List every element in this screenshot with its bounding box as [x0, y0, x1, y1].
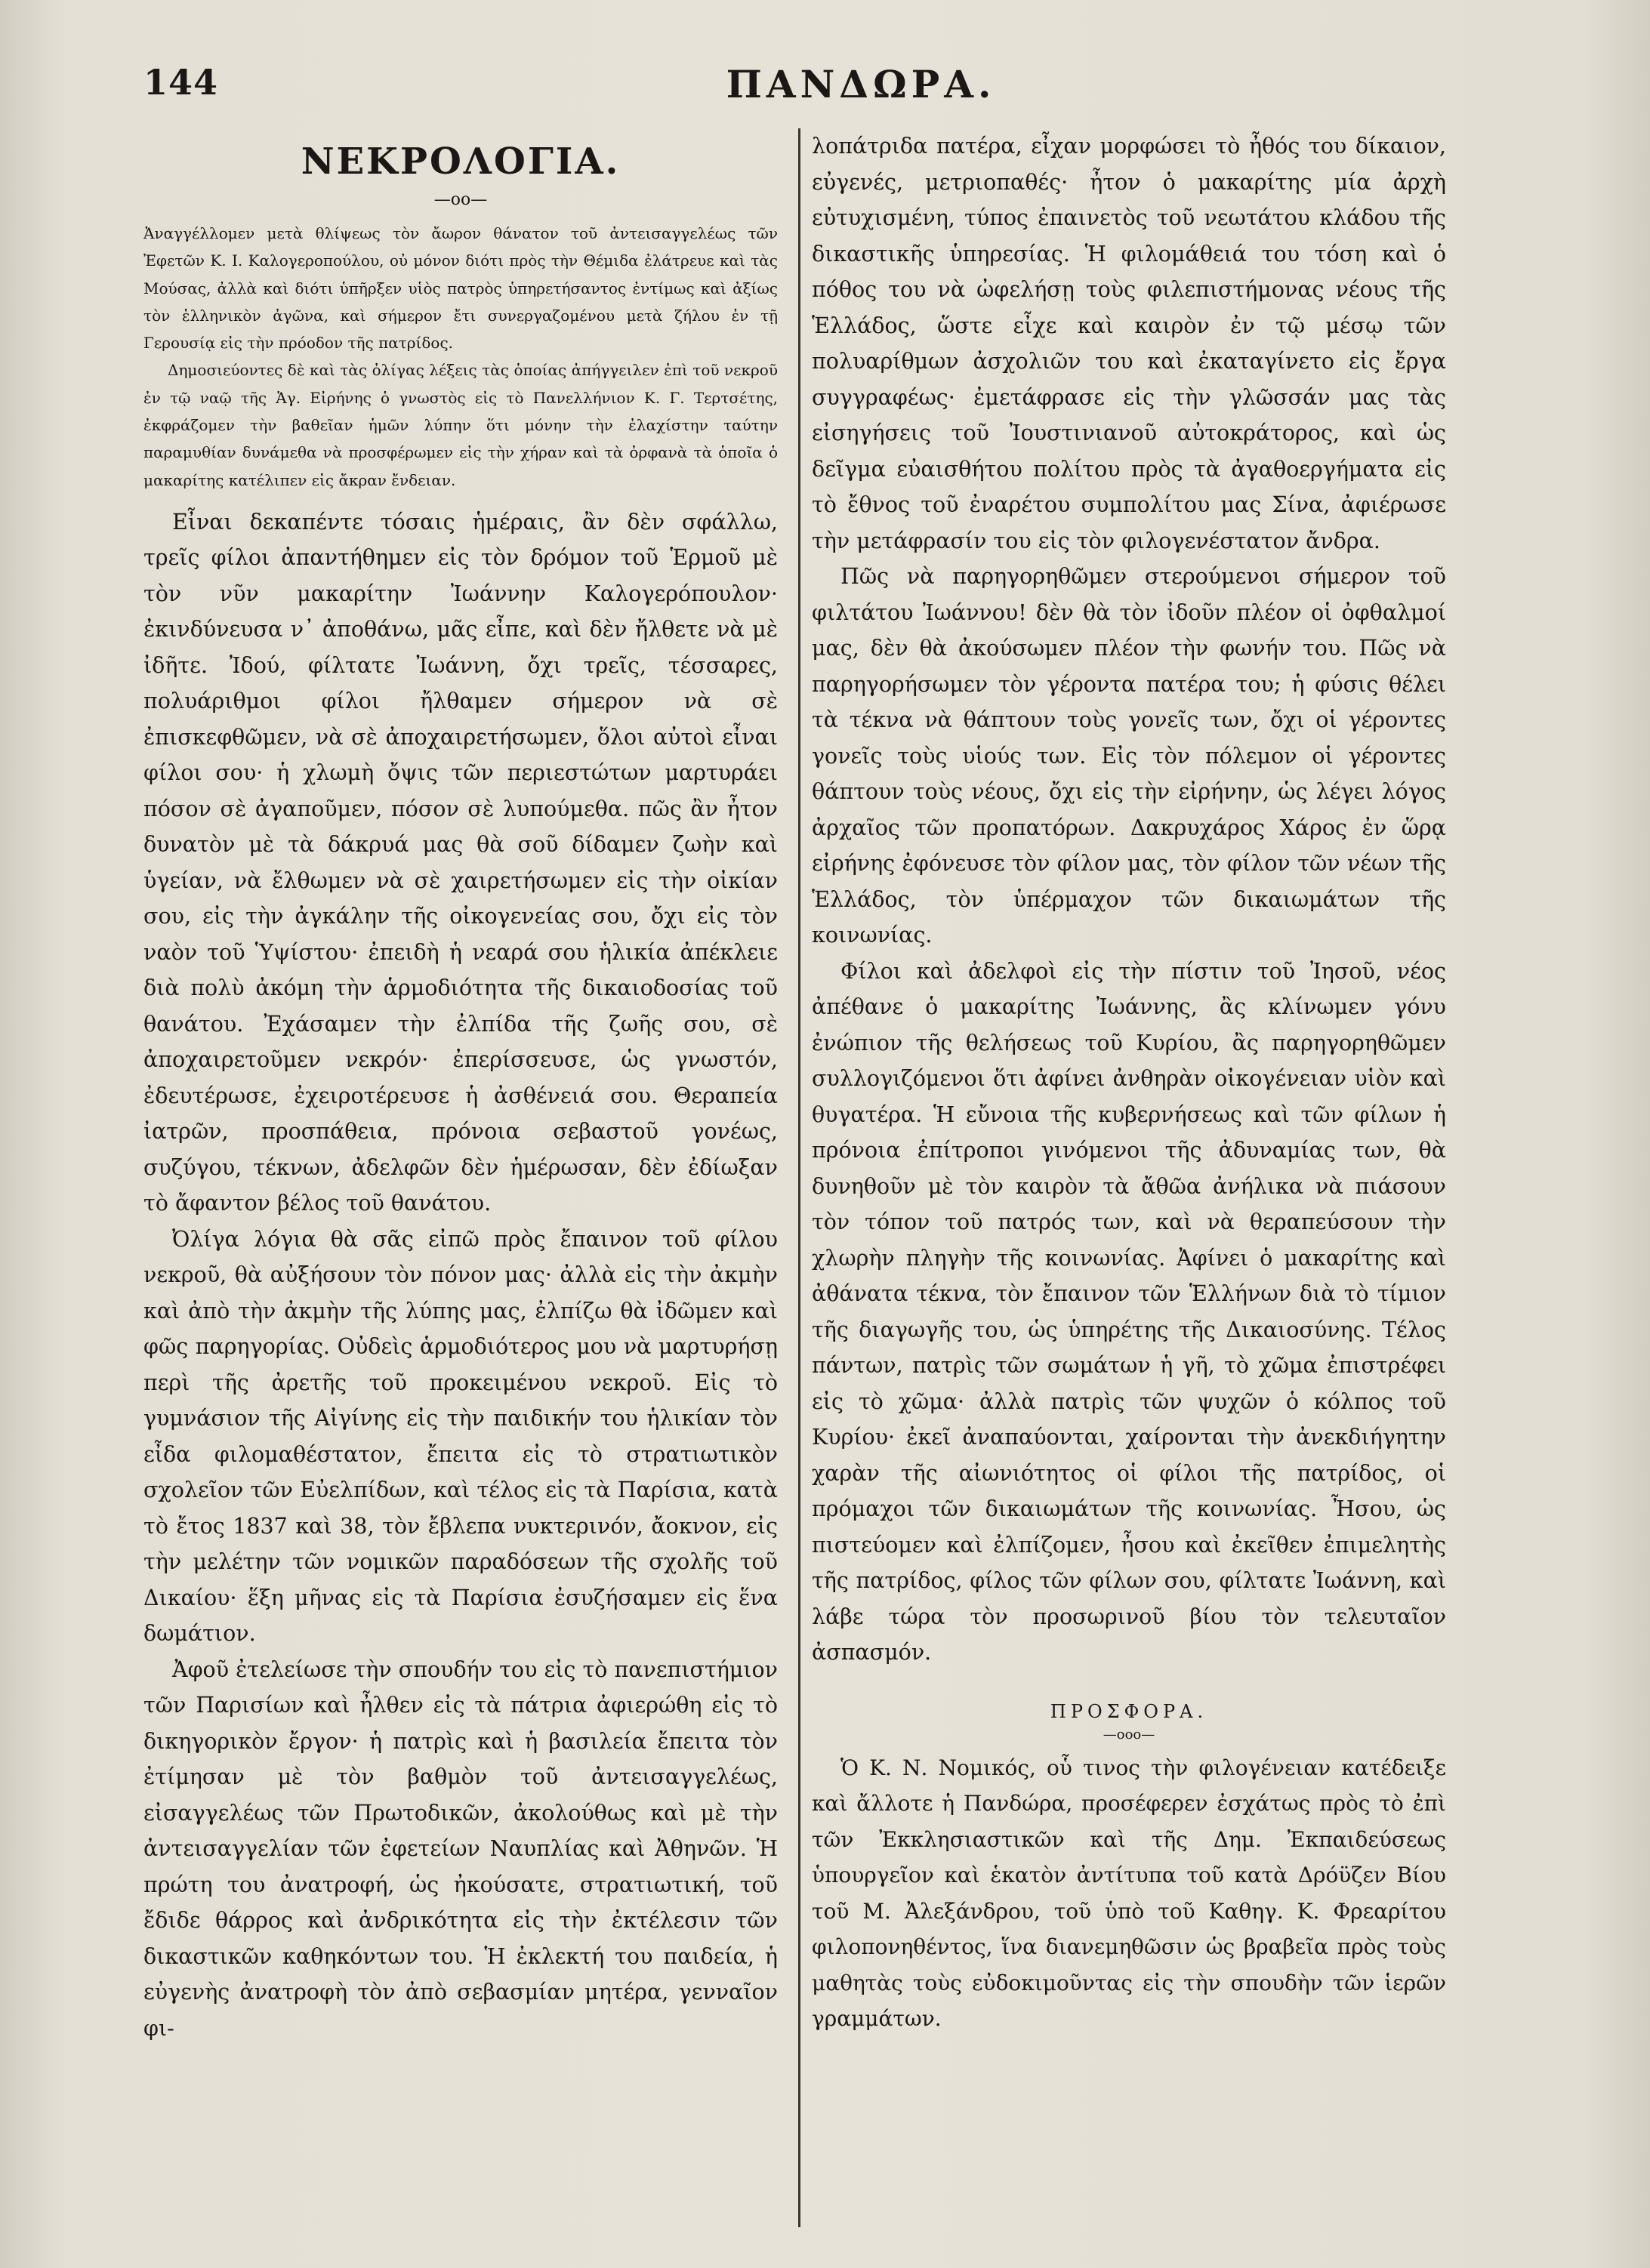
- speech-paragraph: Πῶς νὰ παρηγορηθῶμεν στερούμενοι σήμερον τοῦ φιλτάτου Ἰωάννου! δὲν θὰ τὸν ἰδοῦν πλέον οἱ ὀφθαλμοί μας, δὲν θὰ ἀκούσωμεν πλέον τὴν φωνήν του. Πῶς νὰ παρηγορήσωμεν τὸν γέροντα πατέρα του; ἡ φύσις θέλει τὰ τέκνα νὰ θάπτουν τοὺς γονεῖς των, ὄχι οἱ γέροντες γονεῖς τοὺς υἱούς των. Εἰς τὸν πόλεμον οἱ γέροντες θάπτουν τοὺς νέους, ὄχι εἰς τὴν εἰρήνην, ὡς λέγει λόγος ἀρχαῖος τῶν προπατόρων. Δακρυχάρος Χάρος ἐν ὥρᾳ εἰρήνης ἐφόνευσε τὸν φίλον μας, τὸν φίλον τῶν νέων τῆς Ἑλλάδος, τὸν ὑπέρμαχον τῶν δικαιωμάτων τῆς κοινωνίας.: [812, 564, 1446, 948]
- editorial-notice: [143, 220, 778, 494]
- speech-paragraph: λοπάτριδα πατέρα, εἶχαν μορφώσει τὸ ἦθός του δίκαιον, εὐγενές, μετριοπαθές· ἦτον ὁ μακαρίτης μία ἀρχὴ εὐτυχισμένη, τύπος ἐπαινετὸς τοῦ νεωτάτου κλάδου τῆς δικαστικῆς ὑπηρεσίας. Ἡ φιλομάθειά του τόση καὶ ὁ πόθος του νὰ ὠφελήσῃ τοὺς φιλεπιστήμονας νέους τῆς Ἑλλάδος, ὥστε εἶχε καὶ καιρὸν ἐν τῷ μέσῳ τῶν πολυαρίθμων ἀσχολιῶν του καὶ ἐκαταγίνετο εἰς ἔργα συγγραφέως· ἐμετάφρασε εἰς τὴν γλῶσσάν μας τὰς εἰσηγήσεις τοῦ Ἰουστινιανοῦ αὐτοκράτορος, καὶ ὡς δεῖγμα εὐαισθήτου πολίτου πρὸς τὰ ἀγαθοεργήματα εἰς τὸ ἔθνος τοῦ ἐναρέτου συμπολίτου μας Σίνα, ἀφιέρωσε τὴν μετάφρασίν του εἰς τὸν φιλογενέστατον ἄνδρα.: [812, 134, 1446, 553]
- journal-title: ΠΑΝΔΩΡΑ.: [726, 62, 996, 106]
- right-column: [812, 128, 1446, 2235]
- page-number: 144: [143, 62, 219, 103]
- speech-paragraph: Εἶναι δεκαπέντε τόσαις ἡμέραις, ἂν δὲν σφάλλω, τρεῖς φίλοι ἀπαντήθημεν εἰς τὸν δρόμον τοῦ Ἑρμοῦ μὲ τὸν νῦν μακαρίτην Ἰωάννην Καλογερόπουλον· ἐκινδύνευσα ν᾿ ἀποθάνω, μᾶς εἶπε, καὶ δὲν ἤλθετε νὰ μὲ ἰδῆτε. Ἰδού, φίλτατε Ἰωάννη, ὄχι τρεῖς, τέσσαρες, πολυάριθμοι φίλοι ἤλθαμεν σήμερον νὰ σὲ ἐπισκεφθῶμεν, νὰ σὲ ἀποχαιρετήσωμεν, ὅλοι αὐτοὶ εἶναι φίλοι σου· ἡ χλωμὴ ὄψις τῶν περιεστώτων μαρτυράει πόσον σὲ ἀγαποῦμεν, πόσον σὲ λυπούμεθα. πῶς ἂν ἦτον δυνατὸν μὲ τὰ δάκρυά μας θὰ σοῦ δίδαμεν ζωὴν καὶ ὑγείαν, νὰ ἔλθωμεν νὰ σὲ χαιρετήσωμεν εἰς τὴν οἰκίαν σου, εἰς τὴν ἀγκάλην τῆς οἰκογενείας σου, ὄχι εἰς τὸν ναὸν τοῦ Ὑψίστου· ἐπειδὴ ἡ νεαρά σου ἡλικία ἀπέκλειε διὰ πολὺ ἀκόμη τὴν ἁρμοδιότητα τῆς δικαιοδοσίας τοῦ θανάτου. Ἐχάσαμεν τὴν ἐλπίδα τῆς ζωῆς σου, σὲ ἀποχαιρετοῦμεν νεκρόν· ἐπερίσσευσε, ὡς γνωστόν, ἐδευτέρωσε, ἐχειροτέρευσε ἡ ἀσθένειά σου. Θεραπεία ἰατρῶν, προσπάθεια, πρόνοια σεβαστοῦ γονέως, συζύγου, τέκνων, ἀδελφῶν δὲν ἡμέρωσαν, δὲν ἐδίωξαν τὸ ἄφαντον βέλος τοῦ θανάτου.: [143, 509, 778, 1216]
- speech-paragraph: Φίλοι καὶ ἀδελφοὶ εἰς τὴν πίστιν τοῦ Ἰησοῦ, νέος ἀπέθανε ὁ μακαρίτης Ἰωάννης, ἂς κλίνωμεν γόνυ ἐνώπιον τῆς θελήσεως τοῦ Κυρίου, ἂς παρηγορηθῶμεν συλλογιζόμενοι ὅτι ἀφίνει ἀνθηρὰν οἰκογένειαν υἱὸν καὶ θυγατέρα. Ἡ εὔνοια τῆς κυβερνήσεως καὶ τῶν φίλων ἡ πρόνοια ἐπίτροποι γινόμενοι τῆς ἀδυναμίας των, θὰ δυνηθοῦν μὲ τὸν καιρὸν τὰ ἄθῶα ἀνήλικα νὰ πιάσουν τὸν τόπον τοῦ πατρός των, καὶ νὰ θεραπεύσουν τὴν χλωρὴν πληγὴν τῆς κοινωνίας. Ἀφίνει ὁ μακαρίτης καὶ ἀθάνατα τέκνα, τὸν ἔπαινον τῶν Ἑλλήνων διὰ τὸ τίμιον τῆς διαγωγῆς του, ὡς ὑπηρέτης τῆς Δικαιοσύνης. Τέλος πάντων, πατρὶς τῶν σωμάτων ἡ γῆ, τὸ χῶμα ἐπιστρέφει εἰς τὸ χῶμα· ἀλλὰ πατρὶς τῶν ψυχῶν ὁ κόλπος τοῦ Κυρίου· ἐκεῖ ἀναπαύονται, χαίρονται τὴν ἀνεκδιήγητην χαρὰν τῆς αἰωνιότητος οἱ φίλοι τῆς πατρίδος, οἱ πρόμαχοι τῶν δικαιωμάτων τῆς κοινωνίας. Ἦσου, ὡς πιστεύομεν καὶ ἐλπίζομεν, ἦσου καὶ ἐκεῖθεν ἐπιμελητὴς τῆς πατρίδος, φίλος τῶν φίλων σου, φίλτατε Ἰωάννη, καὶ λάβε τώρα τὸν προσωρινοῦ βίου τὸν τελευταῖον ἀσπασμόν.: [812, 958, 1446, 1665]
- obituary-title: ΝΕΚΡΟΛΟΓΙΑ.: [301, 140, 621, 183]
- obituary-ornament: —oo—: [433, 190, 488, 209]
- column-divider: [798, 128, 800, 2227]
- page-header: [143, 62, 1518, 115]
- notice-paragraph: Δημοσιεύοντες δὲ καὶ τὰς ὀλίγας λέξεις τὰς ὁποίας ἀπήγγειλεν ἐπὶ τοῦ νεκροῦ ἐν τῷ ναῷ τῆς Ἁγ. Εἰρήνης ὁ γνωστὸς εἰς τὸ Πανελλήνιον Κ. Γ. Τερτσέτης, ἐκφράζομεν τὴν βαθεῖαν ἡμῶν λύπην ὅτι μόνην τὴν ἐλαχίστην ταύτην παραμυθίαν δυνάμεθα νὰ προσφέρωμεν εἰς τὴν χήραν καὶ τὰ ὀρφανὰ τὰ ὁποῖα ὁ μακαρίτης κατέλιπεν εἰς ἄκραν ἔνδειαν.: [143, 361, 778, 489]
- speech-paragraph: Ὀλίγα λόγια θὰ σᾶς εἰπῶ πρὸς ἔπαινον τοῦ φίλου νεκροῦ, θὰ αὐξήσουν τὸν πόνον μας· ἀλλὰ εἰς τὴν ἀκμὴν καὶ ἀπὸ τὴν ἀκμὴν τῆς λύπης μας, ἐλπίζω θὰ ἰδῶμεν καὶ φῶς παρηγορίας. Οὐδεὶς ἁρμοδιότερος μου νὰ μαρτυρήσῃ περὶ τῆς ἀρετῆς τοῦ προκειμένου νεκροῦ. Εἰς τὸ γυμνάσιον τῆς Αἰγίνης εἰς τὴν παιδικήν του ἡλικίαν τὸν εἶδα φιλομαθέστατον, ἔπειτα εἰς τὸ στρατιωτικὸν σχολεῖον τῶν Εὐελπίδων, καὶ τέλος εἰς τὰ Παρίσια, κατὰ τὸ ἔτος 1837 καὶ 38, τὸν ἔβλεπα νυκτερινόν, ἄοκνον, εἰς τὴν μελέτην τῶν νομικῶν παραδόσεων τῆς σχολῆς τοῦ Δικαίου· ἕξη μῆνας εἰς τὰ Παρίσια ἐσυζήσαμεν εἰς ἕνα δωμάτιον.: [143, 1226, 778, 1647]
- offering-title: ΠΡΟΣΦΟΡΑ.: [1050, 1700, 1208, 1722]
- offering-notice: [812, 1750, 1446, 2037]
- notice-paragraph: Ἀναγγέλλομεν μετὰ θλίψεως τὸν ἄωρον θάνατον τοῦ ἀντεισαγγελέως τῶν Ἐφετῶν Κ. Ι. Καλογεροπούλου, οὐ μόνον διότι πρὸς τὴν Θέμιδα ἐλάτρευε καὶ τὰς Μούσας, ἀλλὰ καὶ διότι ὑπῆρξεν υἱὸς πατρὸς ὑπηρετήσαντος ἐντίμως καὶ ἀξίως τὸν ἑλληνικὸν ἀγῶνα, καὶ σήμερον ἔτι συνεργαζομένου μετὰ ζήλου ἐν τῇ Γερουσίᾳ εἰς τὴν πρόοδον τῆς πατρίδος.: [143, 224, 778, 353]
- speech-text-right: [812, 128, 1446, 1671]
- speech-paragraph: Ἀφοῦ ἐτελείωσε τὴν σπουδήν του εἰς τὸ πανεπιστήμιον τῶν Παρισίων καὶ ἦλθεν εἰς τὰ πάτρια ἀφιερώθη εἰς τὸ δικηγορικὸν ἔργον· ἡ πατρὶς καὶ ἡ βασιλεία ἔπειτα τὸν ἐτίμησαν μὲ τὸν βαθμὸν τοῦ ἀντεισαγγελέως, εἰσαγγελέως τῶν Πρωτοδικῶν, ἀκολούθως καὶ μὲ τὴν ἀντεισαγγελίαν τῶν ἐφετείων Ναυπλίας καὶ Ἀθηνῶν. Ἡ πρώτη του ἀνατροφή, ὡς ἠκούσατε, στρατιωτική, τοῦ ἔδιδε θάρρος καὶ ἀνδρικότητα εἰς τὴν ἐκτέλεσιν τῶν δικαστικῶν καθηκόντων του. Ἡ ἐκλεκτή του παιδεία, ἡ εὐγενὴς ἀνατροφὴ τὸν ἀπὸ σεβασμίαν μητέρα, γενναῖον φι-: [143, 1656, 778, 2041]
- offering-paragraph: Ὁ Κ. Ν. Νομικός, οὗ τινος τὴν φιλογένειαν κατέδειξε καὶ ἄλλοτε ἡ Πανδώρα, προσέφερεν ἐσχάτως πρὸς τὸ ἐπὶ τῶν Ἐκκλησιαστικῶν καὶ τῆς Δημ. Ἐκπαιδεύσεως ὑπουργεῖον καὶ ἑκατὸν ἀντίτυπα τοῦ κατὰ Δρόϋζεν Βίου τοῦ Μ. Ἀλεξάνδρου, τοῦ ὑπὸ τοῦ Καθηγ. Κ. Φρεαρίτου φιλοπονηθέντος, ἵνα διανεμηθῶσιν ὡς βραβεῖα πρὸς τοὺς μαθητὰς τοὺς εὐδοκιμοῦντας εἰς τὴν σπουδὴν τῶν ἱερῶν γραμμάτων.: [812, 1755, 1446, 2031]
- left-column: [143, 128, 778, 2235]
- speech-text-left: [143, 504, 778, 2047]
- offering-ornament: —ooo—: [1103, 1726, 1155, 1743]
